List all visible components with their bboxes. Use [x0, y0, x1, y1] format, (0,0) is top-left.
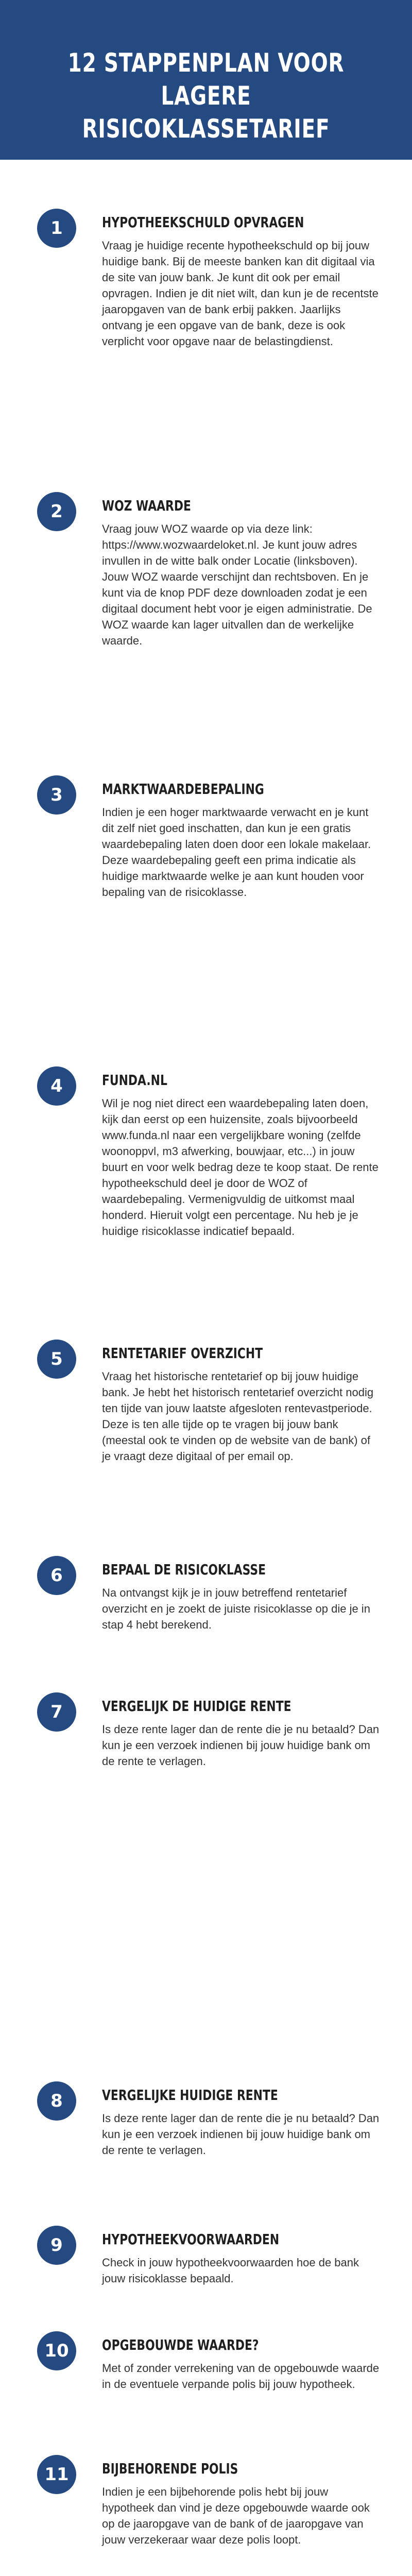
header-banner [0, 0, 412, 160]
step-number-badge: 10 [37, 2331, 76, 2370]
step-title: VERGELIJK DE HUIDIGE RENTE [102, 1698, 291, 1715]
step-title: HYPOTHEEKVOORWAARDEN [102, 2231, 280, 2248]
step-number-badge: 2 [37, 492, 76, 531]
step-title: FUNDA.NL [102, 1072, 167, 1089]
step-title: HYPOTHEEKSCHULD OPVRAGEN [102, 214, 304, 231]
step-text: Check in jouw hypotheekvoorwaarden hoe de bank jouw risicoklasse bepaald. [102, 2256, 359, 2285]
step-number-badge: 5 [37, 1340, 76, 1379]
step-text: Vraag het historische rentetarief op bij jouw huidige bank. Je hebt het historisch rentetarief overzicht nodig ten tijde van jouw laatste afgesloten rentevastperiode. Deze is ten alle tijde op te vragen bij jouw bank (meestal ook te vinden op de website van de bank) of je vraagt deze digitaal of per email op. [102, 1370, 374, 1463]
step-title: BIJBEHORENDE POLIS [102, 2460, 238, 2477]
step-number-badge: 8 [37, 2081, 76, 2121]
page-title: 12 STAPPENPLAN VOOR LAGERE RISICOKLASSETARIEF [67, 48, 345, 144]
step-number-badge: 4 [37, 1066, 76, 1106]
step-title: WOZ WAARDE [102, 497, 191, 514]
step-text: Is deze rente lager dan de rente die je nu betaald? Dan kun je een verzoek indienen bij jouw huidige bank om de rente te verlagen. [102, 1723, 380, 1768]
step-title: RENTETARIEF OVERZICHT [102, 1345, 263, 1362]
step-title: BEPAAL DE RISICOKLASSE [102, 1561, 266, 1578]
step-text: Vraag jouw WOZ waarde op via deze link: https://www.wozwaardeloket.nl. Je kunt jouw adres invullen in de witte balk onder Locatie (linksboven). Jouw WOZ waarde verschijnt dan rechtsboven. En je kunt via de knop PDF deze downloaden zodat je een digitaal document hebt voor je eigen administratie. De WOZ waarde kan lager uitvallen dan de werkelijke waarde. [102, 522, 372, 647]
step-number-badge: 11 [37, 2455, 76, 2494]
step-title: MARKTWAARDEBEPALING [102, 781, 264, 798]
step-number-badge: 1 [37, 209, 76, 248]
step-title: VERGELIJKE HUIDIGE RENTE [102, 2087, 278, 2104]
step-number-badge: 7 [37, 1692, 76, 1732]
step-title: OPGEBOUWDE WAARDE? [102, 2336, 259, 2353]
step-text: Na ontvangst kijk je in jouw betreffend rentetarief overzicht en je zoekt de juiste risicoklasse op die je in stap 4 hebt berekend. [102, 1586, 370, 1631]
step-number-badge: 3 [37, 775, 76, 815]
step-text: Met of zonder verrekening van de opgebouwde waarde in de eventuele verpande polis bij jouw hypotheek. [102, 2362, 380, 2391]
step-text: Wil je nog niet direct een waardebepaling laten doen, kijk dan eerst op een huizensite, zoals bijvoorbeeld www.funda.nl naar een vergelijkbare woning (zelfde woonoppvl, m3 afwerking, bouwjaar, etc...) in jouw buurt en voor welk bedrag deze te koop staat. De rente hypotheekschuld deel je door de WOZ of waardebepaling. Vermenigvuldig de uitkomst maal honderd. Hieruit volgt een percentage. Nu heb je je huidige risicoklasse indicatief bepaald. [102, 1097, 379, 1238]
step-text: Indien je een hoger marktwaarde verwacht en je kunt dit zelf niet goed inschatten, dan kun je een gratis waardebepaling laten doen door een lokale makelaar. Deze waardebepaling geeft een prima indicatie als huidige marktwaarde welke je aan kunt houden voor bepaling van de risicoklasse. [102, 806, 371, 899]
step-text: Indien je een bijbehorende polis hebt bij jouw hypotheek dan vind je deze opgebouwde waarde ook op de jaaropgave van de bank of de jaaropgave van jouw verzekeraar waar deze polis loopt. [102, 2485, 370, 2546]
step-number-badge: 6 [37, 1556, 76, 1595]
step-text: Is deze rente lager dan de rente die je nu betaald? Dan kun je een verzoek indienen bij jouw huidige bank om de rente te verlagen. [102, 2112, 380, 2157]
step-number-badge: 9 [37, 2226, 76, 2265]
step-text: Vraag je huidige recente hypotheekschuld op bij jouw huidige bank. Bij de meeste banken kan dit digitaal via de site van jouw bank. Je kunt dit ook per email opvragen. Indien je dit niet wilt, dan kun je de recentste jaaropgaven van de bank erbij pakken. Jaarlijks ontvang je een opgave van de bank, deze is ook verplicht voor opgave naar de belastingdienst. [102, 239, 379, 348]
